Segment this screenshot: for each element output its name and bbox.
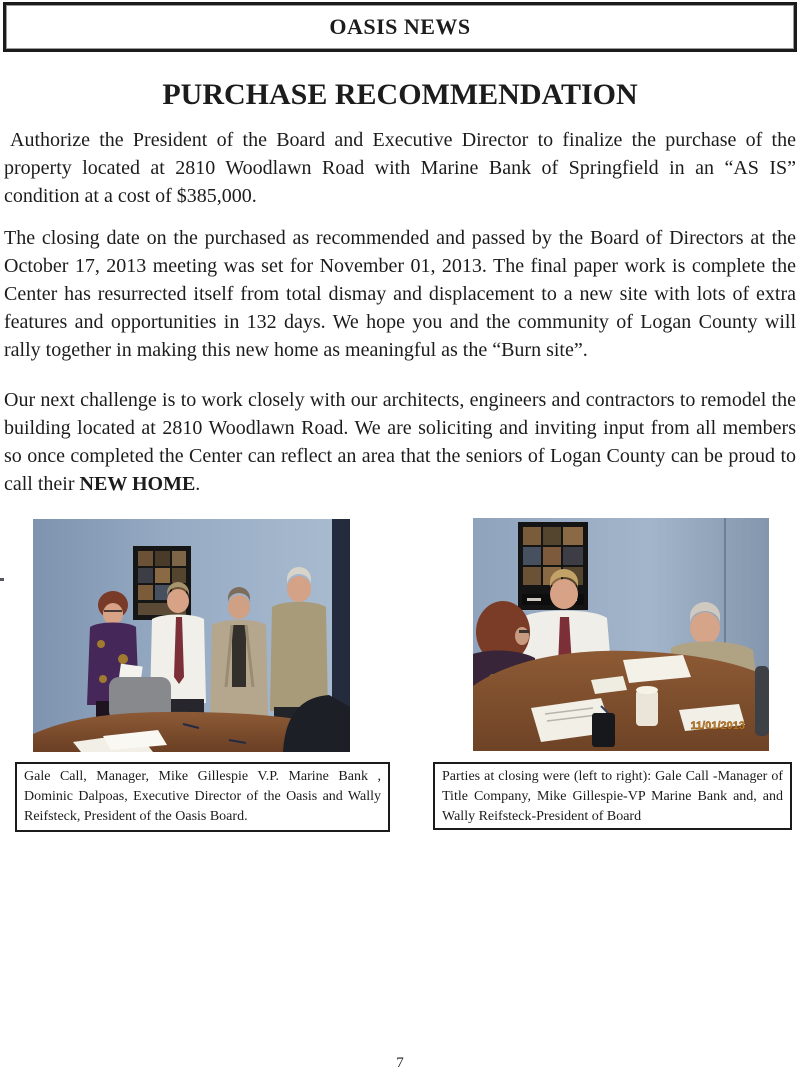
round-table: [473, 651, 769, 751]
paragraph-2: The closing date on the purchased as recommended and passed by the Board of Directors at the October 17, 2013 meeting was set for November 01, 2013. The final paper work is complete the Center has resurrected itself from total dismay and displacement to a new site with lots of extra features and opportunities in 132 days. We hope you and the community of Logan County will rally together in making this new home as meaningful as the “Burn site”.: [4, 227, 796, 361]
paragraph-1: Authorize the President of the Board and Executive Director to finalize the purchase of the property located at 2810 Woodlawn Road with Marine Bank of Springfield in an “AS IS” condition at a cost of $385,000.: [4, 129, 796, 207]
header-box: [3, 2, 797, 52]
photo-closing-signing: [473, 518, 769, 751]
new-home-bold-text: NEW HOME: [79, 473, 196, 495]
page-number: 7: [396, 1055, 404, 1071]
paragraph-3-text: Our next challenge is to work closely with our architects, engineers and contractors to remodel the building located at 2810 Woodlawn Road. We are soliciting and inviting input from all members so once completed the Center can reflect an area that the seniors of Logan County can be proud to call their: [4, 389, 796, 495]
styrofoam-cup: [636, 686, 658, 726]
article-title: PURCHASE RECOMMENDATION: [162, 78, 638, 111]
article-body: [4, 126, 796, 498]
paragraph-3-period: .: [195, 473, 201, 495]
caption-right-photo: Parties at closing were (left to right): Gale Call -Manager of Title Company, Mike Gillespie-VP Marine Bank and, and Wally Reifsteck-President of Board: [433, 762, 792, 830]
camera-timestamp: 11/01/2013: [690, 720, 745, 732]
photo-board-members-standing: [33, 519, 350, 752]
chair-right-edge: [755, 666, 769, 736]
caption-left-photo: Gale Call, Manager, Mike Gillespie V.P. Marine Bank , Dominic Dalpoas, Executive Director of the Oasis and Wally Reifsteck, President of the Oasis Board.: [15, 762, 390, 832]
newsletter-title: OASIS NEWS: [329, 14, 471, 39]
edge-artifact-mark: [0, 578, 4, 581]
paragraph-3: [4, 386, 796, 498]
